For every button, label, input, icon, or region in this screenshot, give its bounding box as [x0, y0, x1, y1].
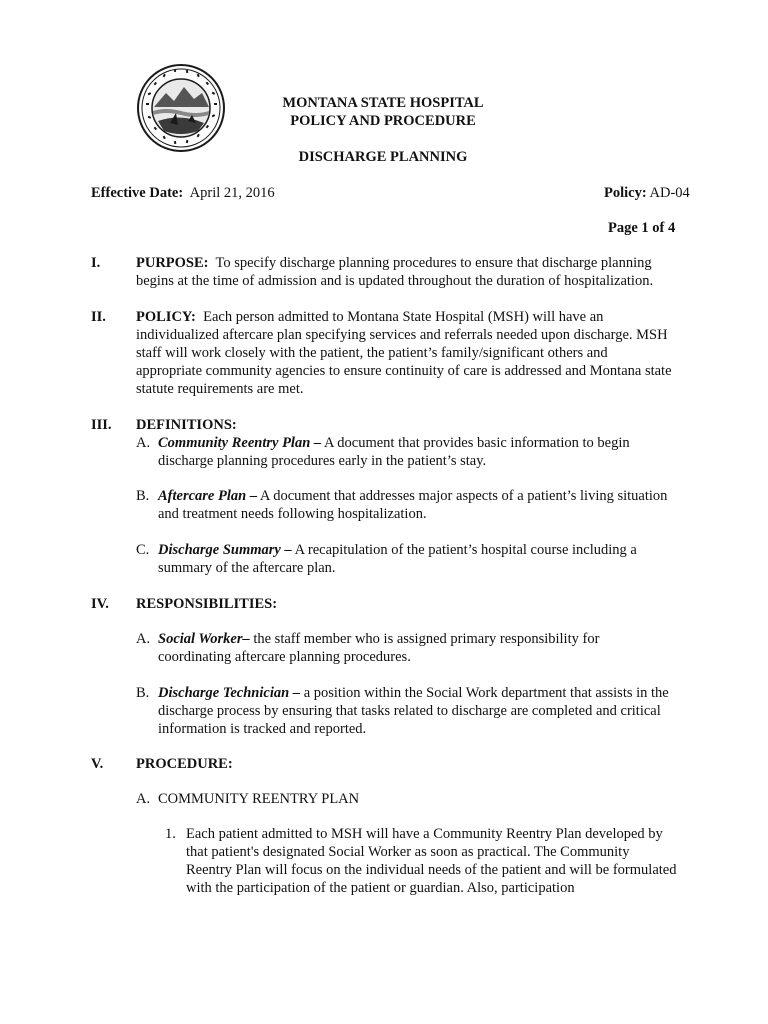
- definition-term: Aftercare Plan –: [158, 488, 258, 504]
- section-heading-policy: POLICY:: [136, 309, 196, 325]
- definition-text: A document that provides basic information to begin discharge planning procedures early in the patient’s stay.: [158, 435, 630, 469]
- effective-date-value: April 21, 2016: [189, 185, 275, 201]
- procedure-item: [165, 825, 677, 897]
- definition-letter: B.: [136, 488, 150, 504]
- definition-item: [136, 487, 676, 523]
- section-heading-procedure: PROCEDURE:: [136, 756, 233, 772]
- procedure-subsection-letter: A.: [136, 791, 151, 807]
- definition-item: [136, 541, 676, 577]
- responsibility-term: Social Worker–: [158, 631, 250, 647]
- section-number-responsibilities: IV.: [91, 596, 109, 612]
- header-policy-procedure: POLICY AND PROCEDURE: [290, 113, 476, 129]
- responsibility-item: [136, 630, 676, 666]
- effective-date: [91, 184, 275, 202]
- section-number-definitions: III.: [91, 417, 112, 433]
- procedure-item-number: 1.: [165, 826, 176, 842]
- responsibility-term: Discharge Technician –: [158, 685, 301, 701]
- definition-text: A document that addresses major aspects of a patient’s living situation and treatment needs following hospitalization.: [158, 488, 668, 522]
- section-number-purpose: I.: [91, 255, 101, 271]
- definition-letter: C.: [136, 542, 150, 558]
- effective-date-label: Effective Date:: [91, 185, 184, 201]
- responsibility-letter: B.: [136, 685, 150, 701]
- procedure-item-text: Each patient admitted to MSH will have a Community Reentry Plan developed by that patient's designated Social Worker as soon as practical. The Community Reentry Plan will focus on the individual needs of the patient and will be formulated with the participation of the patient or guardian. Also, participation: [186, 826, 677, 896]
- responsibility-text: a position within the Social Work department that assists in the discharge process by ensuring that tasks related to discharge are completed and critical information is tracked and reported.: [158, 685, 669, 737]
- section-number-procedure: V.: [91, 756, 104, 772]
- header-hospital-name: MONTANA STATE HOSPITAL: [282, 95, 484, 111]
- document-title: DISCHARGE PLANNING: [298, 149, 468, 165]
- procedure-subsection-heading: COMMUNITY REENTRY PLAN: [158, 791, 360, 807]
- section-policy: [136, 308, 676, 398]
- montana-state-seal: [136, 63, 226, 153]
- procedure-subsection: [136, 790, 676, 808]
- policy-number: [604, 184, 690, 202]
- responsibility-letter: A.: [136, 631, 151, 647]
- section-heading-responsibilities: RESPONSIBILITIES:: [136, 596, 278, 612]
- definition-item: [136, 434, 676, 470]
- section-text-purpose: To specify discharge planning procedures to ensure that discharge planning begins at the time of admission and is updated throughout the duration of hospitalization.: [136, 255, 654, 289]
- definition-text: A recapitulation of the patient’s hospital course including a summary of the aftercare plan.: [158, 542, 637, 576]
- section-heading-purpose: PURPOSE:: [136, 255, 209, 271]
- section-number-policy: II.: [91, 309, 106, 325]
- section-heading-definitions: DEFINITIONS:: [136, 417, 237, 433]
- policy-number-label: Policy:: [604, 185, 647, 201]
- page-number: Page 1 of 4: [608, 220, 676, 236]
- section-text-policy: Each person admitted to Montana State Hospital (MSH) will have an individualized aftercare plan specifying services and referrals needed upon discharge. MSH staff will work closely with the patient, the patient’s family/significant others and appropriate community agencies to ensure continuity of care is addressed and Montana state statute requirements are met.: [136, 309, 672, 397]
- definition-term: Discharge Summary –: [158, 542, 292, 558]
- responsibility-item: [136, 684, 676, 738]
- definition-term: Community Reentry Plan –: [158, 435, 322, 451]
- section-purpose: [136, 254, 676, 290]
- responsibility-text: the staff member who is assigned primary responsibility for coordinating aftercare planning procedures.: [158, 631, 600, 665]
- definition-letter: A.: [136, 435, 151, 451]
- policy-number-value: AD-04: [649, 185, 690, 201]
